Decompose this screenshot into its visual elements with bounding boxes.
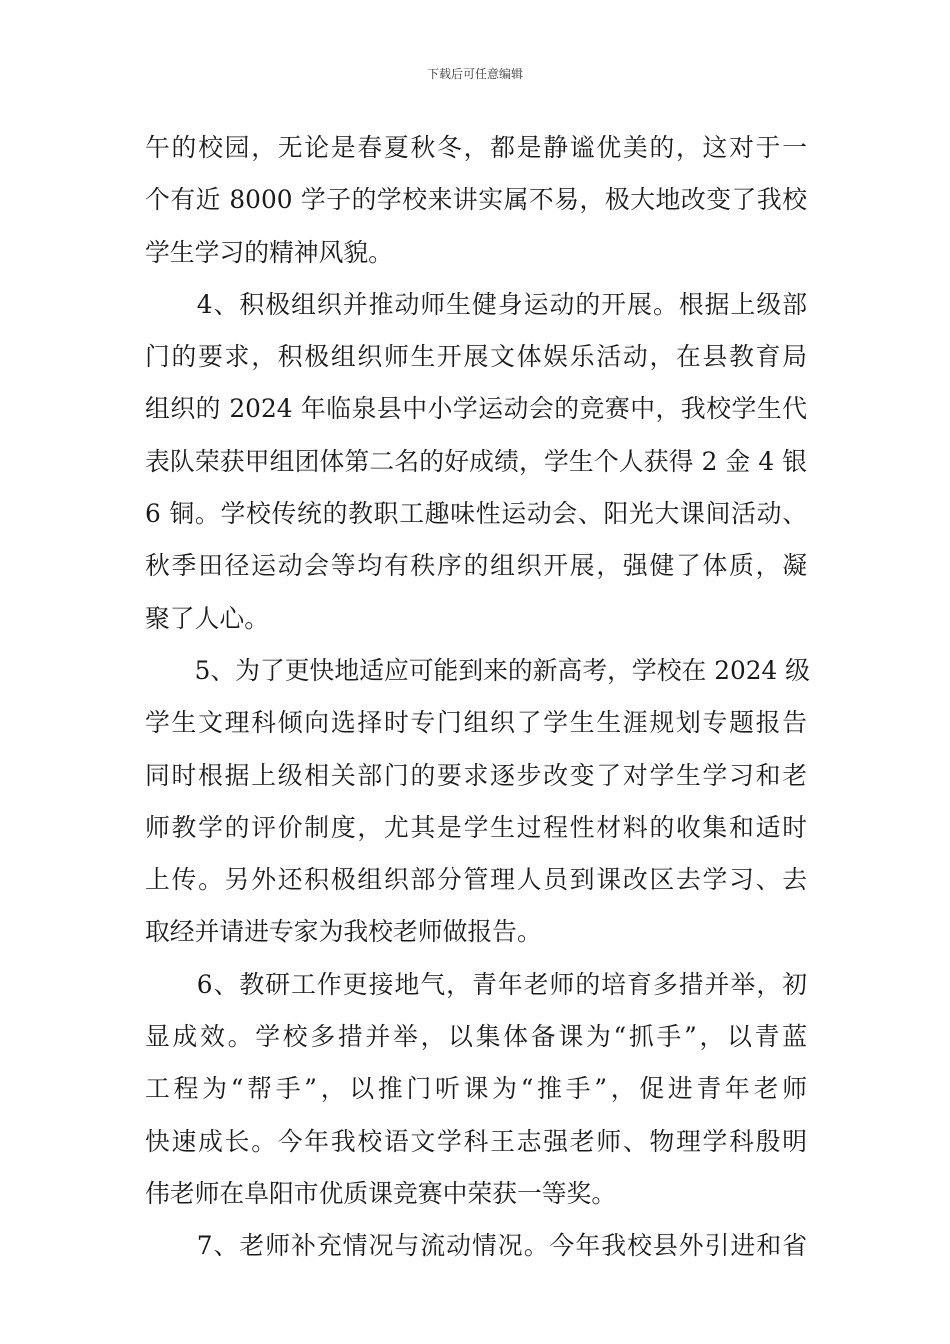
text-line: 工程为“帮手”，以推门听课为“推手”，促进青年老师: [145, 1074, 807, 1104]
text-line: 显成效。学校多措并举，以集体备课为“抓手”，以青蓝: [145, 1022, 807, 1052]
text-line: 伟老师在阜阳市优质课竞赛中荣获一等奖。: [145, 1178, 617, 1208]
text-line: 学生文理科倾向选择时专门组织了学生生涯规划专题报告: [145, 708, 807, 738]
text-line: 快速成长。今年我校语文学科王志强老师、物理学科殷明: [145, 1126, 807, 1156]
text-line: 组织的 2024 年临泉县中小学运动会的竞赛中，我校学生代: [145, 394, 807, 424]
text-line: 5、为了更快地适应可能到来的新高考，学校在 2024 级: [145, 655, 810, 685]
text-line: 7、老师补充情况与流动情况。今年我校县外引进和省: [145, 1231, 807, 1261]
text-line: 个有近 8000 学子的学校来讲实属不易，极大地改变了我校: [145, 185, 807, 215]
text-line: 6 铜。学校传统的教职工趣味性运动会、阳光大课间活动、: [145, 499, 807, 529]
page-header: 下载后可任意编辑: [426, 67, 523, 81]
text-line: 上传。另外还积极组织部分管理人员到课改区去学习、去: [145, 865, 807, 895]
text-line: 学生学习的精神风貌。: [145, 237, 393, 267]
text-line: 门的要求，积极组织师生开展文体娱乐活动，在县教育局: [145, 342, 807, 372]
text-line: 聚了人心。: [145, 603, 269, 633]
text-line: 6、教研工作更接地气，青年老师的培育多措并举，初: [145, 969, 807, 999]
text-line: 师教学的评价制度，尤其是学生过程性材料的收集和适时: [145, 812, 807, 842]
text-line: 表队荣获甲组团体第二名的好成绩，学生个人获得 2 金 4 银: [145, 446, 807, 476]
text-line: 4、积极组织并推动师生健身运动的开展。根据上级部: [145, 289, 807, 319]
text-line: 午的校园，无论是春夏秋冬，都是静谧优美的，这对于一: [145, 133, 807, 162]
text-line: 秋季田径运动会等均有秩序的组织开展，强健了体质，凝: [145, 551, 807, 581]
document-body: [145, 122, 810, 1273]
text-line: 同时根据上级相关部门的要求逐步改变了对学生学习和老: [145, 760, 807, 790]
text-line: 取经并请进专家为我校老师做报告。: [145, 917, 542, 947]
